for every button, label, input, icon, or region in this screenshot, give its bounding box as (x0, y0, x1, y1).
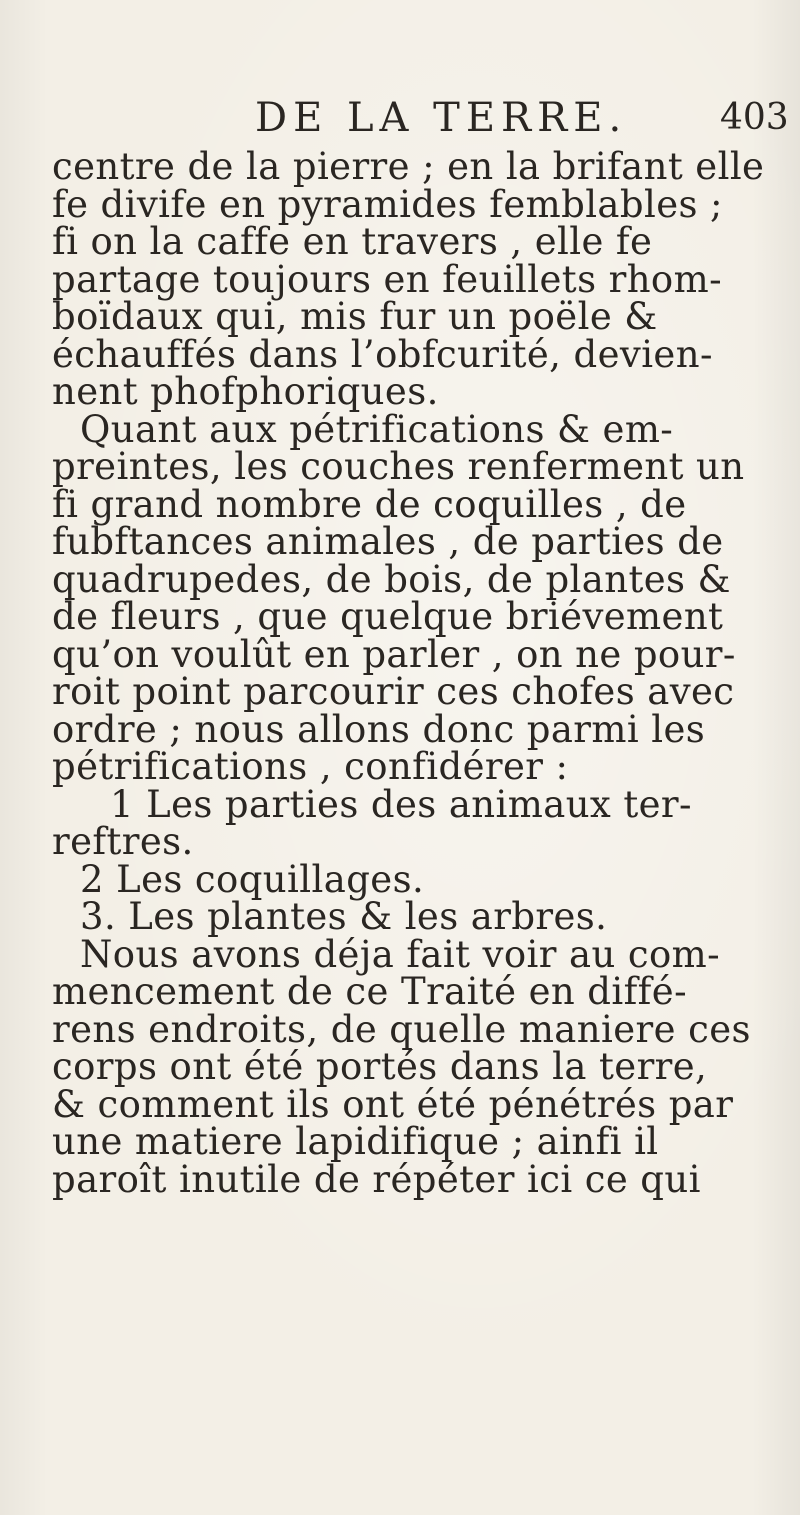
text-line: ordre ; nous allons donc parmi les (52, 707, 706, 751)
text-line: boïdaux qui, mis fur un poële & (52, 295, 658, 338)
text-line: roit point parcourir ces chofes avec (52, 670, 735, 713)
text-line: fi grand nombre de coquilles , de (52, 482, 687, 526)
text-line: preintes, les couches renferment un (52, 445, 745, 488)
text-line: Nous avons déja fait voir au com- (80, 932, 721, 976)
body-text (52, 145, 782, 1201)
text-line: fi on la caffe en travers , elle fe (52, 220, 653, 263)
text-line: nent phofphoriques. (52, 370, 439, 413)
text-line: mencement de ce Traité en diffé- (52, 970, 687, 1013)
text-line: centre de la pierre ; en la brifant elle (52, 145, 765, 188)
text-line: quadrupedes, de bois, de plantes & (52, 557, 731, 601)
page-number: 403 (720, 97, 789, 138)
text-line: qu’on voulût en parler , on ne pour- (52, 632, 736, 676)
text-line: échauffés dans l’obfcurité, devien- (52, 332, 713, 376)
text-line: reftres. (52, 820, 194, 863)
text-line: corps ont été portés dans la terre, (52, 1045, 708, 1088)
text-line: 1 Les parties des animaux ter- (110, 782, 692, 826)
text-line: partage toujours en feuillets rhom- (52, 257, 722, 301)
text-line: Quant aux pétrifications & em- (80, 407, 674, 451)
text-line: & comment ils ont été pénétrés par (52, 1082, 734, 1126)
text-line: fe divife en pyramides femblables ; (52, 182, 723, 226)
text-line: pétrifications , confidérer : (52, 745, 569, 788)
text-line: de fleurs , que quelque briévement (52, 595, 724, 638)
text-line: une matiere lapidifique ; ainfi il (52, 1120, 659, 1163)
text-line: 2 Les coquillages. (80, 857, 425, 901)
text-line: rens endroits, de quelle maniere ces (52, 1007, 751, 1051)
running-head-title: DE LA TERRE. (255, 95, 628, 141)
running-head (0, 92, 800, 144)
text-line: paroît inutile de répéter ici ce qui (52, 1157, 701, 1201)
text-line: fubftances animales , de parties de (52, 520, 724, 563)
text-line: 3. Les plantes & les arbres. (80, 895, 608, 938)
